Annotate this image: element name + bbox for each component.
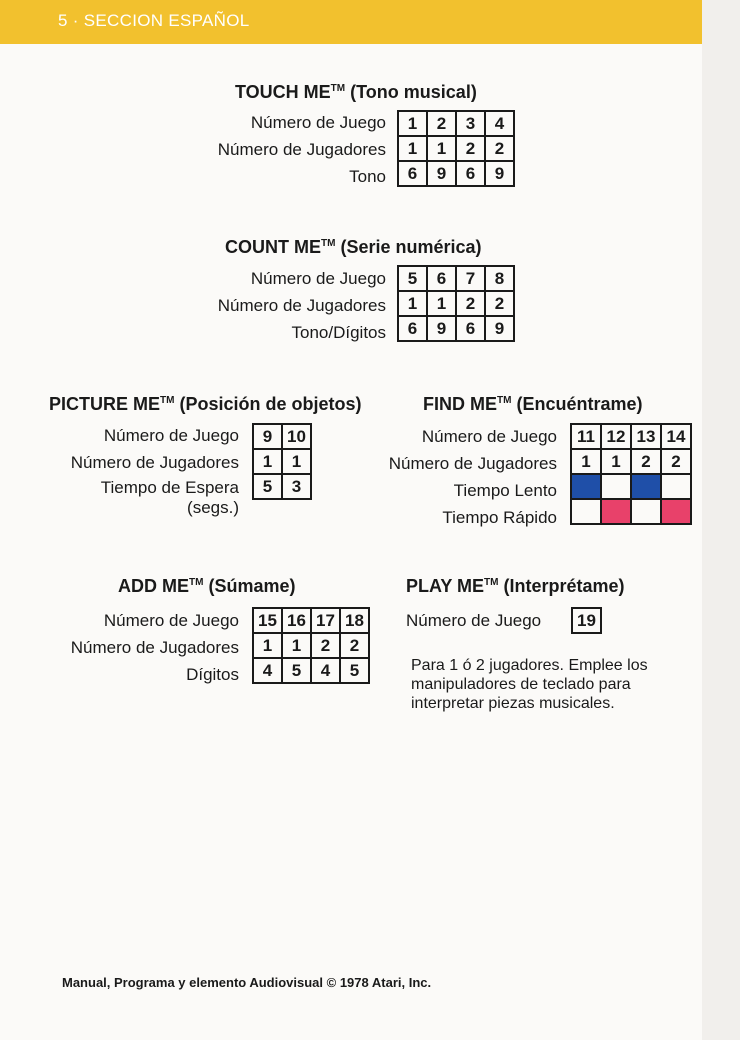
page-edge: [702, 0, 740, 1040]
add-me-tm: TM: [189, 577, 204, 588]
count-me-table: [397, 265, 515, 342]
picture-me-label-wait: Tiempo de Espera: [100, 478, 239, 497]
table-row: [253, 424, 311, 449]
picture-me-label-secs: (segs.): [187, 498, 239, 517]
table-row: [572, 608, 601, 633]
table-cell: 13: [631, 424, 661, 449]
section-header-text: 5 · SECCION ESPAÑOL: [58, 11, 250, 30]
picture-me-label-game: Número de Juego: [103, 426, 239, 445]
table-cell: 1: [427, 136, 456, 161]
table-row: [571, 449, 691, 474]
add-me-label-digits: Dígitos: [186, 665, 239, 684]
section-header-bar: [0, 0, 702, 44]
count-me-label-players: Número de Jugadores: [217, 296, 386, 315]
table-cell: 18: [340, 608, 369, 633]
table-cell: 1: [398, 111, 427, 136]
table-cell: 6: [398, 161, 427, 186]
play-me-tm: TM: [484, 577, 499, 588]
table-cell: 10: [282, 424, 311, 449]
table-cell: 9: [427, 161, 456, 186]
play-me-table: [571, 607, 602, 634]
table-row: [398, 136, 514, 161]
table-row-fast: [571, 499, 691, 524]
play-me-description: [411, 656, 648, 713]
table-cell: 6: [456, 161, 485, 186]
table-cell: 6: [456, 316, 485, 341]
table-row: [253, 449, 311, 474]
table-row: [253, 633, 369, 658]
touch-me-subtitle: (Tono musical): [350, 82, 477, 102]
table-cell: 1: [427, 291, 456, 316]
touch-me-title: [235, 82, 477, 103]
fast-speed-marker: [601, 499, 631, 524]
play-me-name: PLAY ME: [406, 576, 485, 596]
add-me-label-players: Número de Jugadores: [70, 638, 239, 657]
find-me-label-game: Número de Juego: [421, 427, 557, 446]
description-line: interpretar piezas musicales.: [411, 695, 615, 712]
slow-speed-marker: [601, 474, 631, 499]
table-row: [398, 291, 514, 316]
touch-me-tm: TM: [330, 83, 346, 94]
table-cell: 1: [282, 449, 311, 474]
add-me-title: [118, 576, 296, 597]
table-cell: 16: [282, 608, 311, 633]
description-line: Para 1 ó 2 jugadores. Emplee los: [411, 657, 648, 674]
table-cell: 9: [485, 161, 514, 186]
play-me-subtitle: (Interprétame): [503, 576, 625, 596]
description-line: manipuladores de teclado para: [411, 676, 631, 693]
table-cell: 2: [340, 633, 369, 658]
table-cell: 4: [485, 111, 514, 136]
table-cell: 4: [253, 658, 282, 683]
touch-me-label-game: Número de Juego: [250, 113, 386, 132]
table-cell: 15: [253, 608, 282, 633]
count-me-label-game: Número de Juego: [250, 269, 386, 288]
table-cell: 11: [571, 424, 601, 449]
fast-speed-marker: [631, 499, 661, 524]
picture-me-subtitle: (Posición de objetos): [179, 394, 362, 414]
table-row: [398, 161, 514, 186]
table-cell: 2: [427, 111, 456, 136]
table-cell: 1: [253, 449, 282, 474]
find-me-subtitle: (Encuéntrame): [516, 394, 643, 414]
table-cell: 7: [456, 266, 485, 291]
add-me-subtitle: (Súmame): [208, 576, 296, 596]
table-row: [398, 111, 514, 136]
table-row: [398, 316, 514, 341]
table-row-slow: [571, 474, 691, 499]
table-cell: 1: [398, 136, 427, 161]
table-cell: 2: [485, 291, 514, 316]
count-me-tm: TM: [321, 238, 336, 249]
find-me-label-players: Número de Jugadores: [388, 454, 557, 473]
copyright-footer: Manual, Programa y elemento Audiovisual © 1978 Atari, Inc.: [62, 975, 432, 990]
table-row: [253, 658, 369, 683]
picture-me-tm: TM: [160, 395, 175, 406]
slow-speed-marker: [661, 474, 691, 499]
table-cell: 2: [661, 449, 691, 474]
picture-me-label-players: Número de Jugadores: [70, 453, 239, 472]
table-cell: 6: [398, 316, 427, 341]
table-cell: 2: [631, 449, 661, 474]
table-cell: 2: [456, 136, 485, 161]
table-cell: 9: [253, 424, 282, 449]
picture-me-table: [252, 423, 312, 500]
touch-me-label-players: Número de Jugadores: [217, 140, 386, 159]
slow-speed-marker: [571, 474, 601, 499]
play-me-title: [406, 576, 625, 597]
table-row: [571, 424, 691, 449]
table-cell: 2: [311, 633, 340, 658]
fast-speed-marker: [571, 499, 601, 524]
picture-me-name: PICTURE ME: [49, 394, 161, 414]
add-me-table: [252, 607, 370, 684]
find-me-name: FIND ME: [423, 394, 497, 414]
table-cell: 1: [282, 633, 311, 658]
touch-me-name: TOUCH ME: [235, 82, 331, 102]
table-cell: 5: [282, 658, 311, 683]
table-cell: 4: [311, 658, 340, 683]
table-cell: 2: [456, 291, 485, 316]
table-cell: 1: [601, 449, 631, 474]
count-me-title: [225, 237, 482, 258]
table-cell: 3: [282, 474, 311, 499]
table-cell: 12: [601, 424, 631, 449]
table-cell: 1: [571, 449, 601, 474]
touch-me-label-tone: Tono: [349, 167, 386, 186]
table-cell: 19: [572, 608, 601, 633]
find-me-label-slow: Tiempo Lento: [453, 481, 557, 500]
table-cell: 5: [398, 266, 427, 291]
count-me-name: COUNT ME: [225, 237, 321, 257]
table-cell: 5: [253, 474, 282, 499]
find-me-label-fast: Tiempo Rápido: [442, 508, 557, 527]
add-me-label-game: Número de Juego: [103, 611, 239, 630]
fast-speed-marker: [661, 499, 691, 524]
table-cell: 6: [427, 266, 456, 291]
table-cell: 5: [340, 658, 369, 683]
count-me-label-tone-digits: Tono/Dígitos: [291, 323, 386, 342]
table-row: [253, 608, 369, 633]
count-me-subtitle: (Serie numérica): [340, 237, 482, 257]
table-cell: 14: [661, 424, 691, 449]
table-cell: 2: [485, 136, 514, 161]
picture-me-title: [49, 394, 362, 415]
table-row: [253, 474, 311, 499]
find-me-tm: TM: [497, 395, 512, 406]
table-cell: 8: [485, 266, 514, 291]
touch-me-table: [397, 110, 515, 187]
find-me-title: [423, 394, 643, 415]
find-me-table: [570, 423, 692, 525]
table-row: [398, 266, 514, 291]
table-cell: 17: [311, 608, 340, 633]
table-cell: 9: [485, 316, 514, 341]
play-me-label-game: Número de Juego: [406, 611, 542, 630]
table-cell: 1: [398, 291, 427, 316]
add-me-name: ADD ME: [118, 576, 189, 596]
table-cell: 3: [456, 111, 485, 136]
table-cell: 9: [427, 316, 456, 341]
slow-speed-marker: [631, 474, 661, 499]
table-cell: 1: [253, 633, 282, 658]
